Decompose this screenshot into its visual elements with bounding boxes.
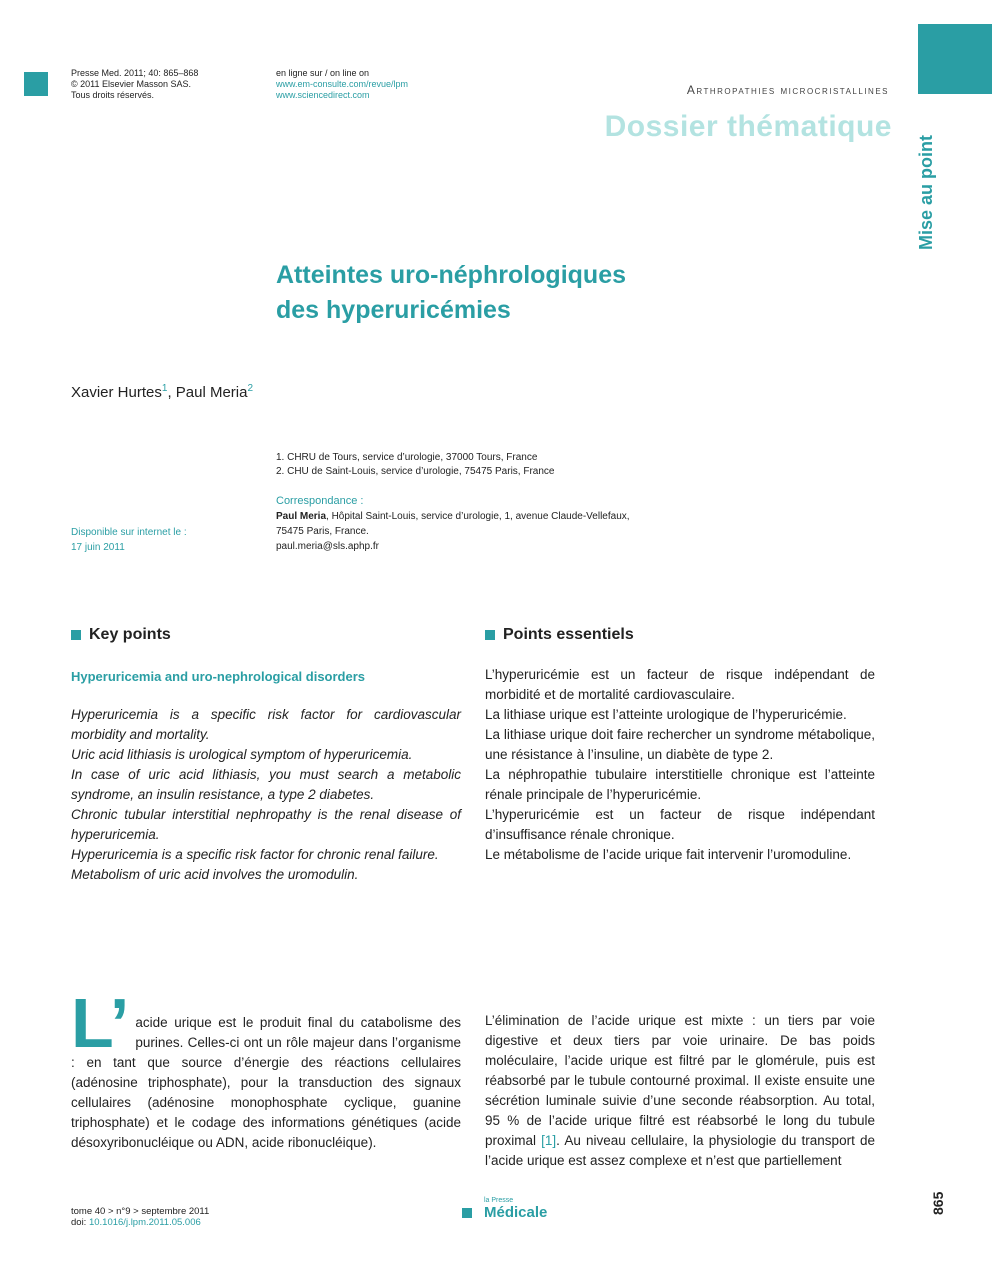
affiliations bbox=[276, 451, 554, 479]
list-item: In case of uric acid lithiasis, you must search a metabolic syndrome, an insulin resistance, a type 2 diabetes. bbox=[71, 767, 461, 802]
list-item: Hyperuricemia is a specific risk factor for chronic renal failure. bbox=[71, 847, 439, 862]
square-bullet-icon bbox=[485, 630, 495, 640]
authors bbox=[71, 383, 253, 401]
paragraph: L’élimination de l’acide urique est mixte : un tiers par voie digestive et deux tiers par voie urinaire. De bas poids moléculaire, l’acide urique est filtré par le glomérule, puis est réabsorbé par le tubule contourné proximal. Il existe ensuite une sécrétion luminale suivie d’une seconde réabsorption. Au total, 95 % de l’acide urique filtré est réabsorbé le long du tubule proximal bbox=[485, 1013, 875, 1148]
corner-square-decoration bbox=[24, 72, 48, 96]
online-info bbox=[276, 68, 408, 101]
square-bullet-icon bbox=[462, 1208, 472, 1218]
key-points-list bbox=[71, 705, 461, 885]
correspondence-address bbox=[276, 509, 630, 524]
list-item: Uric acid lithiasis is urological symptom of hyperuricemia. bbox=[71, 747, 413, 762]
page-number: 865 bbox=[930, 1191, 946, 1215]
em-consulte-link[interactable]: www.em-consulte.com/revue/lpm bbox=[276, 79, 409, 89]
available-date: 17 juin 2011 bbox=[71, 542, 125, 553]
doi-label: doi: bbox=[71, 1217, 89, 1228]
doi-link[interactable]: 10.1016/j.lpm.2011.05.006 bbox=[88, 1217, 201, 1228]
journal-logo bbox=[462, 1197, 547, 1220]
dossier-label: Dossier thématique bbox=[604, 110, 892, 143]
author-name: Paul Meria bbox=[175, 384, 248, 401]
heading-text: Key points bbox=[89, 626, 171, 643]
pub-line: Tous droits réservés. bbox=[71, 90, 155, 100]
sciencedirect-link[interactable]: www.sciencedirect.com bbox=[276, 90, 370, 100]
title-line: Atteintes uro-néphrologiques bbox=[276, 261, 626, 289]
list-item: La néphropathie tubulaire interstitielle chronique est l’atteinte rénale principale de l’hyperuricémie. bbox=[485, 767, 875, 802]
correspondence bbox=[276, 494, 630, 554]
affiliation-ref: 2 bbox=[247, 383, 254, 394]
list-item: Chronic tubular interstitial nephropathy is the renal disease of hyperuricemia. bbox=[71, 807, 461, 842]
address-line: , Hôpital Saint-Louis, service d’urologie, 1, avenue Claude-Vellefaux, bbox=[326, 511, 630, 522]
correspondence-name: Paul Meria bbox=[276, 511, 327, 522]
correspondence-email[interactable]: paul.meria@sls.aphp.fr bbox=[276, 541, 379, 552]
list-item: L’hyperuricémie est un facteur de risque indépendant d’insuffisance rénale chronique. bbox=[485, 807, 875, 842]
list-item: La lithiase urique doit faire rechercher un syndrome métabolique, une résistance à l’insuline, un diabète de type 2. bbox=[485, 727, 875, 762]
list-item: Le métabolisme de l’acide urique fait intervenir l’uromoduline. bbox=[485, 847, 852, 862]
points-essentiels-list bbox=[485, 665, 875, 865]
body-column-left bbox=[71, 984, 461, 1153]
title-line: des hyperuricémies bbox=[276, 296, 511, 324]
list-item: Hyperuricemia is a specific risk factor for cardiovascular morbidity and mortality. bbox=[71, 707, 461, 742]
author-separator: , bbox=[167, 384, 176, 401]
article-title bbox=[276, 258, 626, 328]
logo-small-text: la Presse bbox=[484, 1197, 514, 1204]
publication-info bbox=[71, 68, 198, 101]
author-name: Xavier Hurtes bbox=[71, 384, 162, 401]
paragraph: acide urique est le produit final du catabolisme des purines. Celles-ci ont un rôle majeur dans l’organisme : en tant que source d’énergie des réactions cellulaires (adénosine triphosphate), pour la transduction des signaux cellulaires (adénosine monophosphate cyclique, guanine triphosphate) et le codage des informations génétiques (acide désoxyribonucléique ou ADN, acide ribonucléique). bbox=[71, 1015, 461, 1150]
square-bullet-icon bbox=[71, 630, 81, 640]
issue-info: tome 40 > n°9 > septembre 2011 bbox=[71, 1206, 210, 1217]
online-label: en ligne sur / on line on bbox=[276, 68, 370, 78]
list-item: L’hyperuricémie est un facteur de risque indépendant de morbidité et de mortalité cardiovasculaire. bbox=[485, 667, 875, 702]
citation-link[interactable]: [1] bbox=[541, 1133, 557, 1148]
pub-line: © 2011 Elsevier Masson SAS. bbox=[71, 79, 192, 89]
heading-text: Points essentiels bbox=[503, 626, 634, 643]
list-item: Metabolism of uric acid involves the uromodulin. bbox=[71, 867, 359, 882]
key-points-heading bbox=[71, 626, 171, 644]
footer-info bbox=[71, 1206, 209, 1228]
key-points-subtitle: Hyperuricemia and uro-nephrological disorders bbox=[71, 669, 366, 684]
paragraph: . Au niveau cellulaire, la physiologie du transport de l’acide urique est assez complexe et n’est que partiellement bbox=[485, 1133, 875, 1168]
available-online bbox=[71, 525, 187, 555]
pub-line: Presse Med. 2011; 40: 865–868 bbox=[71, 68, 199, 78]
list-item: La lithiase urique est l’atteinte urologique de l’hyperuricémie. bbox=[485, 707, 847, 722]
drop-cap: L’ bbox=[71, 984, 130, 1062]
available-label: Disponible sur internet le : bbox=[71, 527, 187, 538]
top-right-block-decoration bbox=[918, 24, 992, 94]
side-label: Mise au point bbox=[916, 134, 936, 250]
points-essentiels-heading bbox=[485, 626, 634, 644]
logo-big-text: Médicale bbox=[484, 1204, 548, 1221]
body-column-right bbox=[485, 1011, 875, 1171]
affiliation: 2. CHU de Saint-Louis, service d’urologie, 75475 Paris, France bbox=[276, 466, 555, 477]
affiliation-ref: 1 bbox=[161, 383, 168, 394]
correspondence-label: Correspondance : bbox=[276, 495, 364, 507]
address-line: 75475 Paris, France. bbox=[276, 526, 369, 537]
affiliation: 1. CHRU de Tours, service d’urologie, 37000 Tours, France bbox=[276, 452, 538, 463]
section-title: Arthropathies microcristallines bbox=[686, 83, 889, 97]
